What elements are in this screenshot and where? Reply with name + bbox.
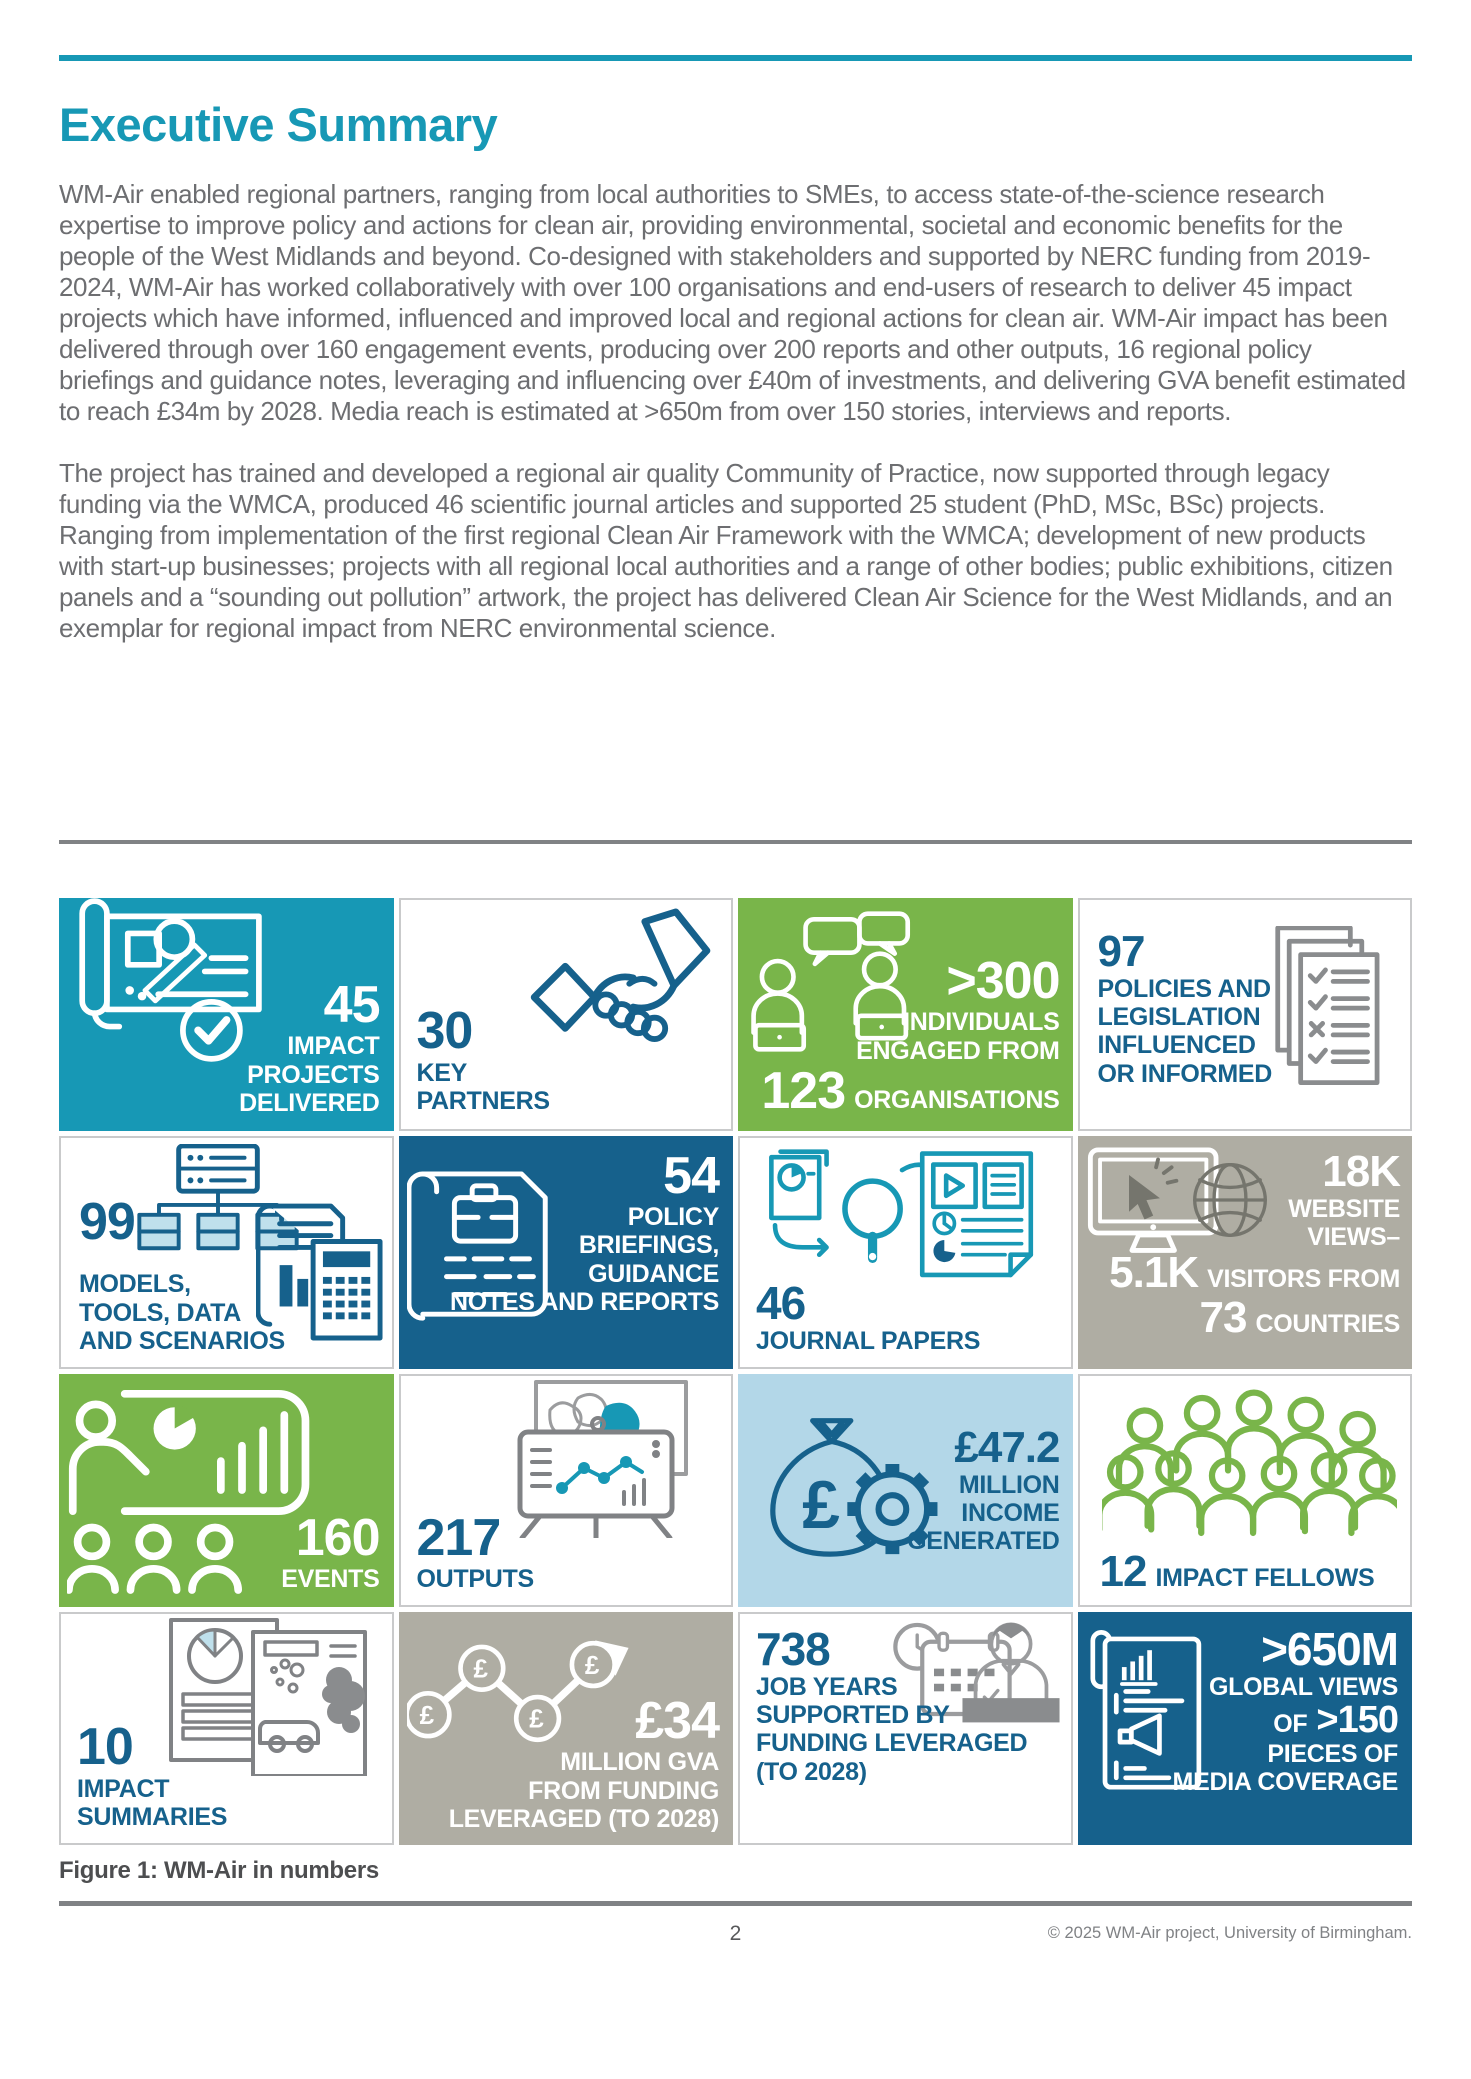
tile-stat: 45 IMPACT PROJECTS DELIVERED — [239, 976, 380, 1117]
tile-website-views — [1078, 1136, 1413, 1369]
tile-events — [59, 1374, 394, 1607]
tile-gva-from-funding — [399, 1612, 734, 1845]
tile-stat-labels: MODELS, TOOLS, DATA AND SCENARIOS — [79, 1270, 285, 1355]
tile-stat-number: 99 — [79, 1193, 135, 1251]
tile-stat: 30 KEY PARTNERS — [416, 1002, 550, 1115]
magnifier-journal-icon — [752, 1148, 1052, 1286]
tile-impact-projects-delivered — [59, 898, 394, 1131]
tile-stat: £34 MILLION GVA FROM FUNDING LEVERAGED (TO 2028) — [448, 1692, 719, 1833]
tile-journal-papers — [738, 1136, 1073, 1369]
tile-policies-influenced — [1078, 898, 1413, 1131]
summary-paragraph-1: WM-Air enabled regional partners, ranging from local authorities to SMEs, to access state-of-the-science research expertise to improve policy and actions for clean air, providing environmental, societal and economic benefits for the people of the West Midlands and beyond. Co-designed with stakeholders and supported by NERC funding from 2019-2024, WM-Air has worked collaboratively with over 100 organisations and end-users of research to deliver 45 impact projects which have informed, influenced and improved local and regional actions for clean air. WM-Air impact has been delivered through over 160 engagement events, producing over 200 reports and other outputs, 16 regional policy briefings and guidance notes, leveraging and influencing over £40m of investments, and delivering GVA benefit estimated to reach £34m by 2028. Media reach is estimated at >650m from over 150 stories, interviews and reports. — [59, 179, 1406, 426]
tile-media-coverage — [1078, 1612, 1413, 1845]
tile-impact-fellows — [1078, 1374, 1413, 1607]
copyright: © 2025 WM-Air project, University of Birmingham. — [1047, 1924, 1412, 1942]
figure-wm-air-in-numbers — [59, 898, 1412, 1845]
svg-text:£: £ — [528, 1703, 544, 1734]
tile-models-tools-data — [59, 1136, 394, 1369]
tile-stat: 12 IMPACT FELLOWS — [1099, 1547, 1375, 1597]
page-number: 2 — [729, 1922, 742, 1945]
section-divider — [59, 840, 1412, 844]
figure-caption: Figure 1: WM-Air in numbers — [59, 1857, 379, 1884]
tile-stat: >300 INDIVIDUALS ENGAGED FROM 123 ORGANISATIONS — [761, 952, 1060, 1120]
page-footer — [59, 1922, 1412, 1956]
tile-stat: 46 JOURNAL PAPERS — [756, 1276, 981, 1355]
tile-stat: 54 POLICY BRIEFINGS, GUIDANCE NOTES AND REPORTS — [450, 1147, 719, 1316]
tile-policy-briefings — [399, 1136, 734, 1369]
presentation-audience-icon — [67, 1382, 317, 1597]
tile-key-partners — [399, 898, 734, 1131]
tile-stat: 18K WEBSITE VIEWS– 5.1K VISITORS FROM 73 COUNTRIES — [1109, 1147, 1400, 1343]
footer-divider — [59, 1901, 1412, 1906]
svg-text:£: £ — [802, 1468, 840, 1544]
crowd-icon — [1102, 1386, 1397, 1544]
tile-stat: 97 POLICIES AND LEGISLATION INFLUENCED OR INFORMED — [1097, 927, 1272, 1088]
tile-stat: 10 IMPACT SUMMARIES — [77, 1718, 228, 1831]
tile-income-generated — [738, 1374, 1073, 1607]
tile-individuals-engaged — [738, 898, 1073, 1131]
tile-stat: 738 JOB YEARS SUPPORTED BY FUNDING LEVERAGED (TO 2028) — [756, 1623, 1028, 1786]
tile-outputs — [399, 1374, 734, 1607]
svg-text:£: £ — [584, 1649, 599, 1680]
tile-stat: £47.2 MILLION INCOME GENERATED — [907, 1423, 1060, 1556]
handshake-icon — [520, 908, 725, 1073]
page-title: Executive Summary — [59, 98, 498, 151]
tile-impact-summaries — [59, 1612, 394, 1845]
tile-job-years — [738, 1612, 1073, 1845]
checklist-documents-icon — [1272, 926, 1400, 1096]
top-divider — [59, 55, 1412, 61]
svg-text:£: £ — [419, 1700, 434, 1730]
tile-stat: 217 OUTPUTS — [416, 1508, 534, 1593]
tile-stat: >650M GLOBAL VIEWS OF >150 PIECES OF MEDIA COVERAGE — [1172, 1623, 1398, 1797]
summary-paragraph-2: The project has trained and developed a regional air quality Community of Practice, now supported through legacy funding via the WMCA, produced 46 scientific journal articles and supported 25 student (PhD, MSc, BSc) projects. Ranging from implementation of the first regional Clean Air Framework with the WMCA; development of new products with start-up businesses; projects with all regional local authorities and a range of other bodies; public exhibitions, citizen panels and a “sounding out pollution” artwork, the project has delivered Clean Air Science for the West Midlands, and an exemplar for regional impact from NERC environmental science. — [59, 458, 1393, 643]
tile-stat: 160 EVENTS — [281, 1508, 380, 1593]
svg-text:£: £ — [473, 1653, 488, 1684]
